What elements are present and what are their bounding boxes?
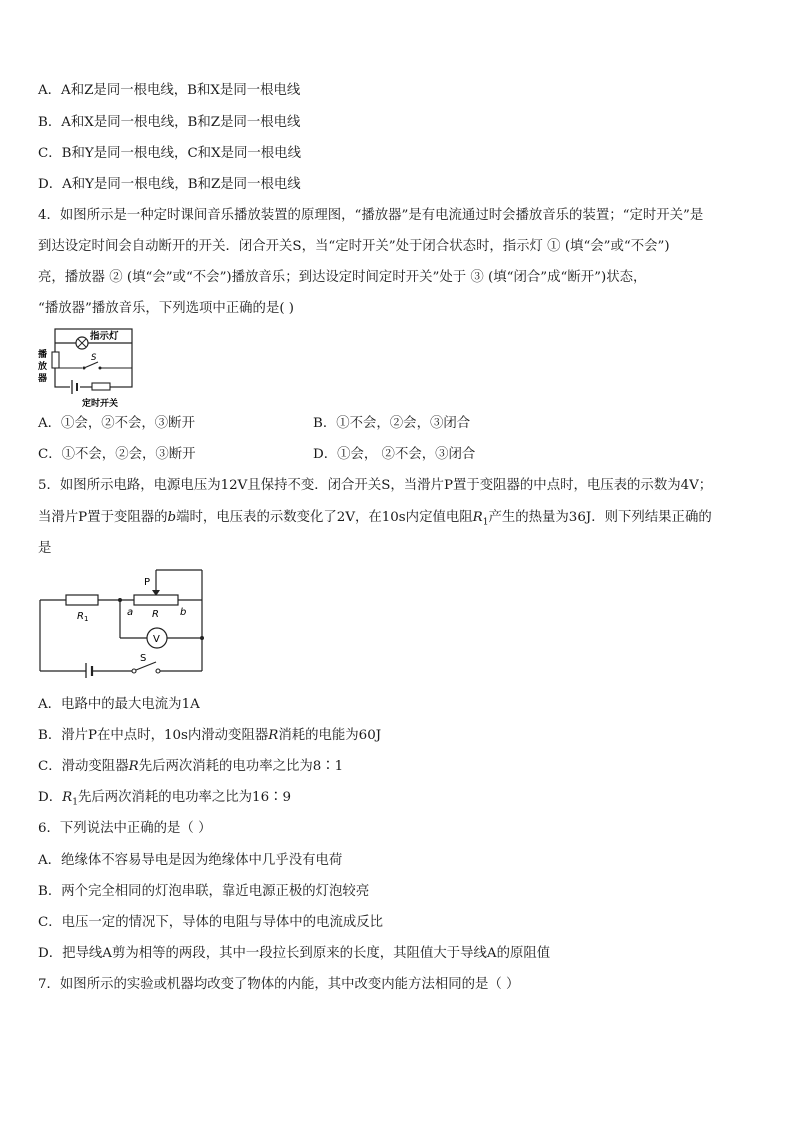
indicator-lamp-icon	[76, 337, 88, 349]
q5-stem-line: 当滑片P置于变阻器的b端时，电压表的示数变化了2V，在10s内定值电阻$R_1$产生的热量为36J．则下列结果正确的	[38, 510, 712, 528]
q6-option-a: A．绝缘体不容易导电是因为绝缘体中几乎没有电荷	[38, 853, 343, 868]
q7-stem: 7．如图所示的实验或机器均改变了物体的内能，其中改变内能方法相同的是（ ）	[38, 977, 520, 992]
player-label: 器	[38, 374, 48, 384]
switch-s-icon	[55, 362, 132, 370]
player-box	[52, 352, 59, 368]
q6-option-d: D．把导线A剪为相等的两段，其中一段拉长到原来的长度，其阻值大于导线A的原阻值	[38, 946, 551, 961]
q3-option-b: B．A和X是同一根电线，B和Z是同一根电线	[38, 115, 301, 130]
switch-label: S	[91, 353, 97, 363]
lamp-label: 指示灯	[90, 331, 119, 342]
timer-switch-label: 定时开关	[82, 399, 119, 409]
resistor-r1	[66, 595, 98, 605]
voltmeter-label: V	[153, 634, 160, 645]
battery-icon	[70, 380, 80, 394]
label-a: a	[127, 607, 134, 618]
player-label: 放	[38, 362, 48, 372]
q3-option-c: C．B和Y是同一根电线，C和X是同一根电线	[38, 146, 301, 161]
q6-option-b: B．两个完全相同的灯泡串联，靠近电源正极的灯泡较亮	[38, 884, 370, 899]
q5-stem-line: 5．如图所示电路，电源电压为12V且保持不变．闭合开关S，当滑片P置于变阻器的中点时，电压表的示数为4V；	[38, 478, 713, 493]
q4-stem-line: 4．如图所示是一种定时课间音乐播放装置的原理图，“播放器”是有电流通过时会播放音乐的装置；“定时开关”是	[38, 208, 704, 223]
q4-option-d: D．①会， ②不会，③闭合	[313, 447, 476, 462]
q3-option-a: A．A和Z是同一根电线，B和X是同一根电线	[38, 83, 301, 98]
q4-option-b: B．①不会，②会，③闭合	[313, 416, 471, 431]
voltmeter-icon	[147, 628, 167, 648]
q5-circuit-diagram	[36, 566, 212, 678]
battery-icon	[86, 663, 92, 678]
timer-switch-box	[92, 383, 110, 390]
q6-option-c: C．电压一定的情况下，导体的电阻与导体中的电流成反比	[38, 915, 384, 930]
q4-option-c: C．①不会，②会，③断开	[38, 447, 196, 462]
q5-option-d: D．$R_1$先后两次消耗的电功率之比为16∶9	[38, 790, 291, 808]
q4-stem-line: 到达设定时间会自动断开的开关．闭合开关S，当“定时开关”处于闭合状态时，指示灯 ① (填“会”或“不会”)	[38, 239, 670, 254]
q3-option-d: D．A和Y是同一根电线，B和Z是同一根电线	[38, 177, 301, 192]
switch-label: S	[140, 653, 147, 664]
player-label: 播	[38, 350, 48, 360]
label-b: b	[180, 607, 187, 618]
q5-option-b: B．滑片P在中点时，10s内滑动变阻器R消耗的电能为60J	[38, 728, 382, 743]
q5-option-c: C．滑动变阻器R先后两次消耗的电功率之比为8∶1	[38, 759, 344, 774]
label-r1: $R_1$	[77, 611, 89, 623]
q4-stem-line: 亮，播放器 ② (填“会”或“不会”)播放音乐；到达设定时间定时开关”处于 ③ (填“闭合”成“断开”)状态，	[38, 270, 647, 285]
q5-stem-line: 是	[38, 541, 52, 556]
resistor-r	[134, 595, 178, 605]
q4-option-a: A．①会，②不会，③断开	[38, 416, 195, 431]
q4-circuit-diagram	[36, 324, 146, 410]
q5-option-a: A．电路中的最大电流为1A	[38, 697, 200, 712]
label-r: R	[152, 609, 159, 620]
q4-stem-line: “播放器”播放音乐，下列选项中正确的是( )	[38, 301, 295, 316]
q6-stem: 6．下列说法中正确的是（ ）	[38, 821, 212, 836]
label-p: P	[144, 577, 151, 588]
